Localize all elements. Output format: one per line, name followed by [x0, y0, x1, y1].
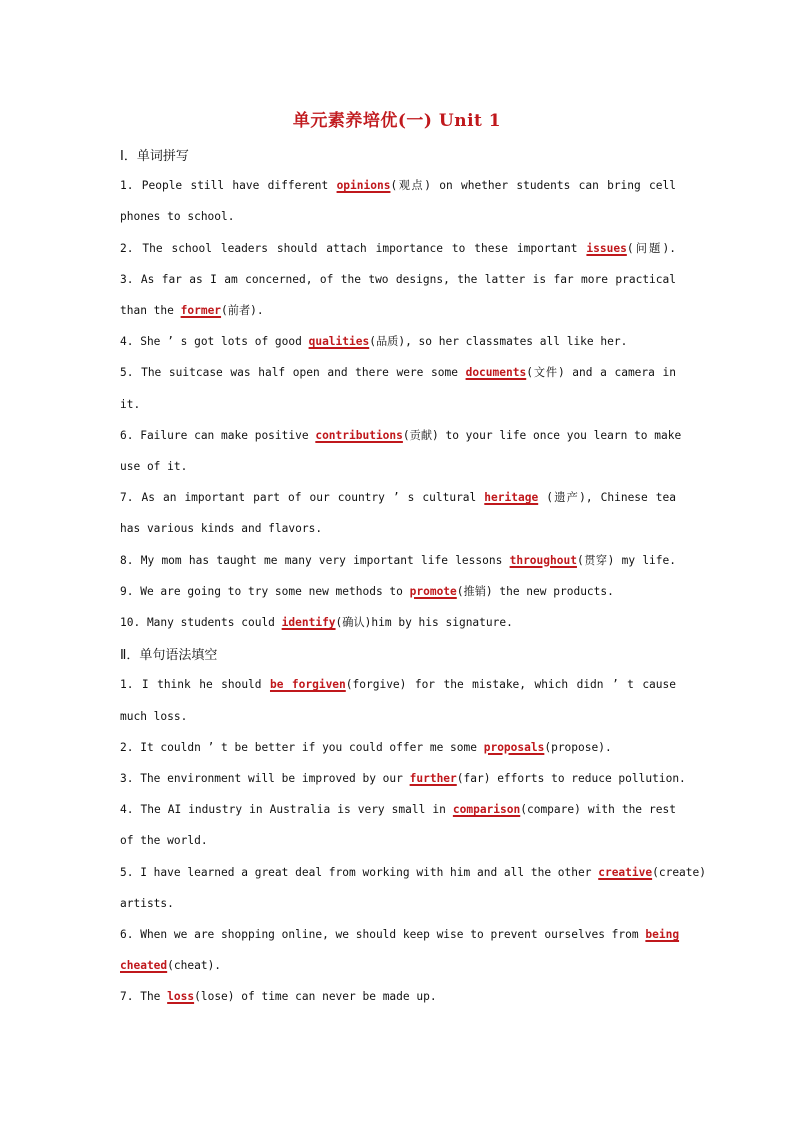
answer-word: former: [180, 304, 222, 317]
question-text: 7. The: [120, 990, 168, 1004]
section1-item-10-line-1: [120, 615, 676, 631]
question-text: (前者).: [221, 304, 264, 317]
question-text: (far) efforts to reduce pollution.: [456, 772, 686, 785]
section2-item-6-line-1: [120, 927, 680, 943]
section1-item-7-line-2: [120, 521, 676, 537]
page-title: 单元素养培优(一) Unit 1: [292, 111, 502, 131]
question-text: 5. The suitcase was half open and there were some: [120, 366, 466, 380]
answer-word: opinions: [336, 179, 391, 193]
question-text: 5. I have learned a great deal from working with him and all the other: [120, 865, 599, 879]
question-text: (问题).: [626, 241, 676, 255]
section1-item-2-line-1: [120, 241, 676, 257]
question-text: artists.: [120, 896, 174, 910]
section1-item-6-line-2: [120, 459, 676, 475]
section2-heading: Ⅱ．单句语法填空: [120, 648, 218, 664]
question-text: 9. We are going to try some new methods to: [120, 584, 410, 598]
question-text: 2. It couldn ’ t be better if you could offer me some: [120, 740, 484, 754]
answer-word: throughout: [509, 553, 577, 567]
question-text: 1. People still have different: [120, 179, 337, 193]
question-text: 3. As far as I am concerned, of the two designs, the latter is far more practical: [120, 272, 676, 286]
section1-item-8-line-1: [120, 553, 676, 569]
section2-item-1-line-1: [120, 677, 676, 693]
section1-item-1-line-2: [120, 209, 676, 225]
question-text: 3. The environment will be improved by our: [120, 772, 410, 785]
question-text: (贯穿) my life.: [576, 553, 676, 567]
question-text: (品质), so her classmates all like her.: [369, 335, 628, 349]
answer-word: identify: [281, 616, 336, 629]
question-text: has various kinds and flavors.: [120, 522, 323, 536]
answer-word: issues: [586, 241, 627, 255]
question-text: (贡献) to your life once you learn to make: [402, 428, 682, 442]
section1-item-1-line-1: [120, 178, 676, 194]
question-text: (文件) and a camera in: [526, 366, 676, 380]
section2-item-4-line-1: [120, 802, 676, 818]
section1-item-9-line-1: [120, 584, 676, 600]
section1-heading: Ⅰ．单词拼写: [120, 149, 189, 164]
section2-item-6-line-2: [120, 958, 676, 974]
answer-word: further: [409, 772, 457, 785]
answer-word: be forgiven: [269, 678, 346, 692]
question-text: (propose).: [544, 740, 612, 754]
question-text: use of it.: [120, 460, 188, 473]
answer-word: comparison: [452, 803, 521, 817]
question-text: 6. Failure can make positive: [120, 428, 316, 442]
question-text: 2. The school leaders should attach importance to these important: [120, 241, 587, 255]
answer-word: loss: [167, 990, 195, 1004]
answer-word: cheated: [120, 959, 168, 973]
question-text: 10. Many students could: [120, 616, 282, 629]
answer-word: promote: [409, 584, 457, 598]
section2-item-1-line-2: [120, 709, 676, 725]
question-text: 8. My mom has taught me many very important life lessons: [120, 553, 510, 567]
question-text: than the: [120, 304, 181, 317]
answer-word: creative: [598, 865, 653, 879]
answer-word: proposals: [483, 740, 545, 754]
answer-word: contributions: [315, 428, 403, 442]
question-text: 7. As an important part of our country ’ s cultural: [120, 491, 485, 505]
section1-item-5-line-1: [120, 365, 676, 381]
question-text: 4. She ’ s got lots of good: [120, 335, 309, 349]
answer-word: heritage: [484, 491, 539, 505]
question-text: (forgive) for the mistake, which didn ’ t cause: [345, 678, 676, 692]
question-text: (cheat).: [167, 959, 222, 973]
question-text: (遗产), Chinese tea: [538, 491, 676, 505]
section2-item-3-line-1: [120, 771, 686, 787]
question-text: (create): [652, 865, 706, 879]
section2-item-5-line-1: [120, 865, 706, 881]
section1-item-7-line-1: [120, 490, 676, 506]
question-text: (compare) with the rest: [520, 803, 676, 817]
question-text: 6. When we are shopping online, we should keep wise to prevent ourselves from: [120, 928, 646, 941]
section1-item-3-line-1: [120, 272, 676, 288]
section2-item-2-line-1: [120, 740, 676, 756]
section1-item-5-line-2: [120, 397, 676, 413]
question-text: it.: [120, 397, 141, 411]
question-text: 4. The AI industry in Australia is very small in: [120, 803, 453, 817]
question-text: (观点) on whether students can bring cell: [390, 179, 676, 193]
section1-item-3-line-2: [120, 303, 676, 319]
section2-item-4-line-2: [120, 833, 676, 849]
answer-word: being: [645, 928, 680, 941]
question-text: much loss.: [120, 709, 188, 723]
answer-word: qualities: [308, 335, 370, 349]
question-text: (lose) of time can never be made up.: [194, 990, 437, 1004]
section1-item-6-line-1: [120, 428, 682, 444]
section2-item-5-line-2: [120, 896, 676, 912]
question-text: (确认)him by his signature.: [335, 616, 513, 629]
question-text: (推销) the new products.: [456, 584, 614, 598]
question-text: of the world.: [120, 834, 208, 848]
answer-word: documents: [465, 366, 527, 380]
question-text: 1. I think he should: [120, 678, 270, 692]
section1-item-4-line-1: [120, 334, 676, 350]
section2-item-7-line-1: [120, 989, 676, 1005]
question-text: phones to school.: [120, 210, 235, 224]
